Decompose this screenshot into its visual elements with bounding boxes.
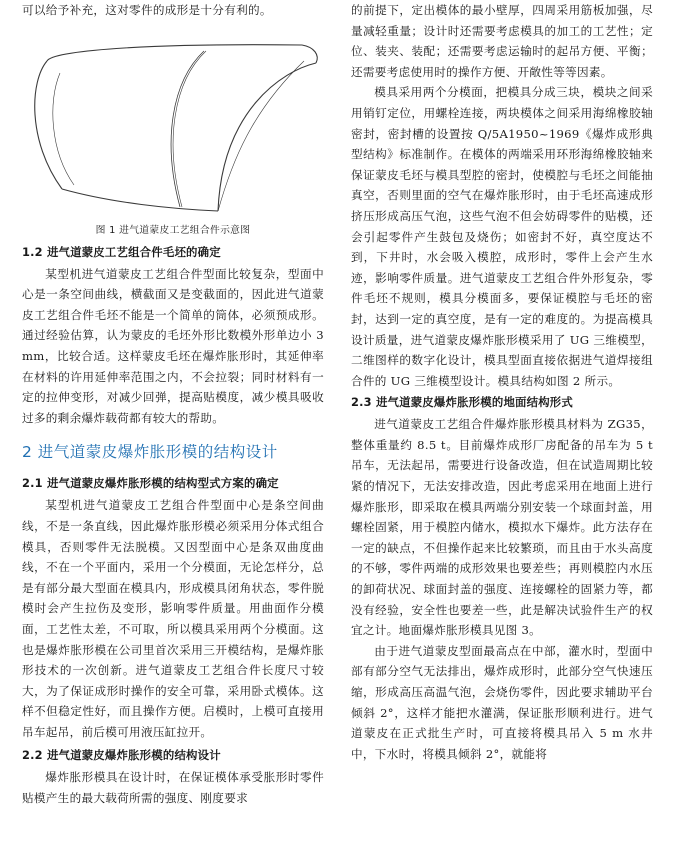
- paragraph-1-2: 某型机进气道蒙皮工艺组合件型面比较复杂，型面中心是一条空间曲线，横截面又是变截面的，因此进气道蒙皮工艺组合件毛坯不能是一个简单的筒体，必须预成形。通过经验估算，认为蒙皮的毛坯外形比数模外形单边小 3 mm，比较合适。这样蒙皮毛坯在爆炸胀形时，其延伸率在材料的许用延伸率范围之内，不会拉裂；同时材料有一定的拉伸变形，对减少回弹，提高贴模度，减少模具吸收过多的剩余爆炸载荷都有较大的帮助。: [22, 266, 324, 425]
- paragraph-2-2: 爆炸胀形模具在设计时，在保证模体承受胀形时零件贴模产生的最大载荷所需的强度、刚度要求: [22, 770, 324, 806]
- figure-1: [22, 21, 324, 221]
- paragraph-2-3-a: 进气道蒙皮工艺组合件爆炸胀形模具材料为 ZG35，整体重量约 8.5 t。目前爆炸成形厂房配备的吊车为 5 t 吊车，无法起吊，需要进行设备改造，但在试造周期比较紧的情况下，无法安排改造，因此考虑采用在地面上进行爆炸胀形，即采取在模具两端分别安装一个球面封盖，用螺栓固紧，用于模腔内储水，模拟水下爆炸。此方法存在一定的缺点，不但操作起来比较繁琐，而且由于水头高度的不够，零件两端的成形效果也要差些；再则模腔内水压的卸荷状况、球面封盖的强度、连接螺栓的固紧力等，都没有经验，安全性也要差一些，此是解决试验件生产的权宜之计。地面爆炸胀形模具见图 3。: [351, 417, 653, 638]
- left-column: [22, 0, 324, 809]
- paragraph-continued: 可以给予补充，这对零件的成形是十分有利的。: [22, 3, 272, 17]
- paragraph-2-3-b: 由于进气道蒙皮型面最高点在中部，灌水时，型面中部有部分空气无法排出，爆炸成形时，此部分空气快速压缩，形成高压高温气泡，会烧伤零件，因此要求辅助平台倾斜 2°，这样才能把水灌满，保证胀形顺利进行。进气道蒙皮在正式批生产时，可直接将模具吊入 5 m 水井中，下水时，将模具倾斜 2°，就能将: [351, 643, 653, 761]
- curved-skin-panel-drawing: [22, 21, 324, 221]
- paragraph-mold-structure: 模具采用两个分模面，把模具分成三块，模块之间采用销钉定位，用螺栓连接，两块模体之间采用海绵橡胶轴密封，密封槽的设置按 Q/5A1950~1969《爆炸成形典型结构》标准制作。在模体的两端采用环形海绵橡胶轴来保证蒙皮毛坯与模具型腔的密封，使模腔与毛坯之间能抽真空，否则里面的空气在爆炸胀形时，由于毛坯高速成形挤压形成高压气泡，这些气泡不但会妨碍零件的贴模，还会引起零件产生鼓包及烧伤；如密封不好，真空度达不到，下井时，水会吸入模腔，成形时，零件上会产生水迹，影响零件质量。进气道蒙皮工艺组合件外形复杂，零件毛坯不规则，模具分模面多，要保证模腔与毛坯的密封，达到一定的真空度，是有一定的难度的。为提高模具设计质量，进气道蒙皮爆炸胀形模采用了 UG 三维模型，二维图样的数字化设计，模具型面直接依据进气道焊接组合件的 UG 三维模型设计。模具结构如图 2 所示。: [351, 85, 653, 388]
- section-heading-2-1: 2.1 进气道蒙皮爆炸胀形模的结构型式方案的确定: [22, 476, 279, 491]
- paragraph-2-2-continued: 的前提下，定出模体的最小壁厚，四周采用筋板加强，尽量减轻重量；设计时还需要考虑模具的加工的工艺性；定位、装夹、装配；还需要考虑运输时的起吊方便、平衡；还需要考虑使用时的操作方便、开敞性等等因素。: [351, 3, 653, 79]
- section-heading-2-2: 2.2 进气道蒙皮爆炸胀形模的结构设计: [22, 748, 221, 763]
- paragraph-2-1: 某型机进气道蒙皮工艺组合件型面中心是条空间曲线，不是一条直线，因此爆炸胀形模必须采用分体式组合模具，否则零件无法脱模。又因型面中心是条双曲度曲线，不在一个平面内，采用一个分模面，无论怎样分，总是有部分最大型面在模具内，形成模具闭角状态，零件脱模时会产生拉伤及变形，影响零件质量。用曲面作分模面，工艺性太差，不可取，所以模具采用两个分模面。这也是爆炸胀形模在公司里首次采用三开模结构，是爆炸胀形技术的一次创新。进气道蒙皮工艺组合件长度尺寸较大，为了保证成形时操作的安全可靠，采用卧式模体。这样不但稳定性好，而且操作方便。启模时，上模可直接用吊车起吊，前后模可用液压缸拉开。: [22, 498, 324, 739]
- section-heading-2-3: 2.3 进气道蒙皮爆炸胀形模的地面结构形式: [351, 395, 573, 410]
- figure-caption: 图 1 进气道蒙皮工艺组合件示意图: [95, 224, 251, 236]
- section-heading-1-2: 1.2 进气道蒙皮工艺组合件毛坯的确定: [22, 244, 221, 259]
- right-column: [351, 0, 653, 764]
- section-heading-2: 2 进气道蒙皮爆炸胀形模的结构设计: [22, 443, 278, 462]
